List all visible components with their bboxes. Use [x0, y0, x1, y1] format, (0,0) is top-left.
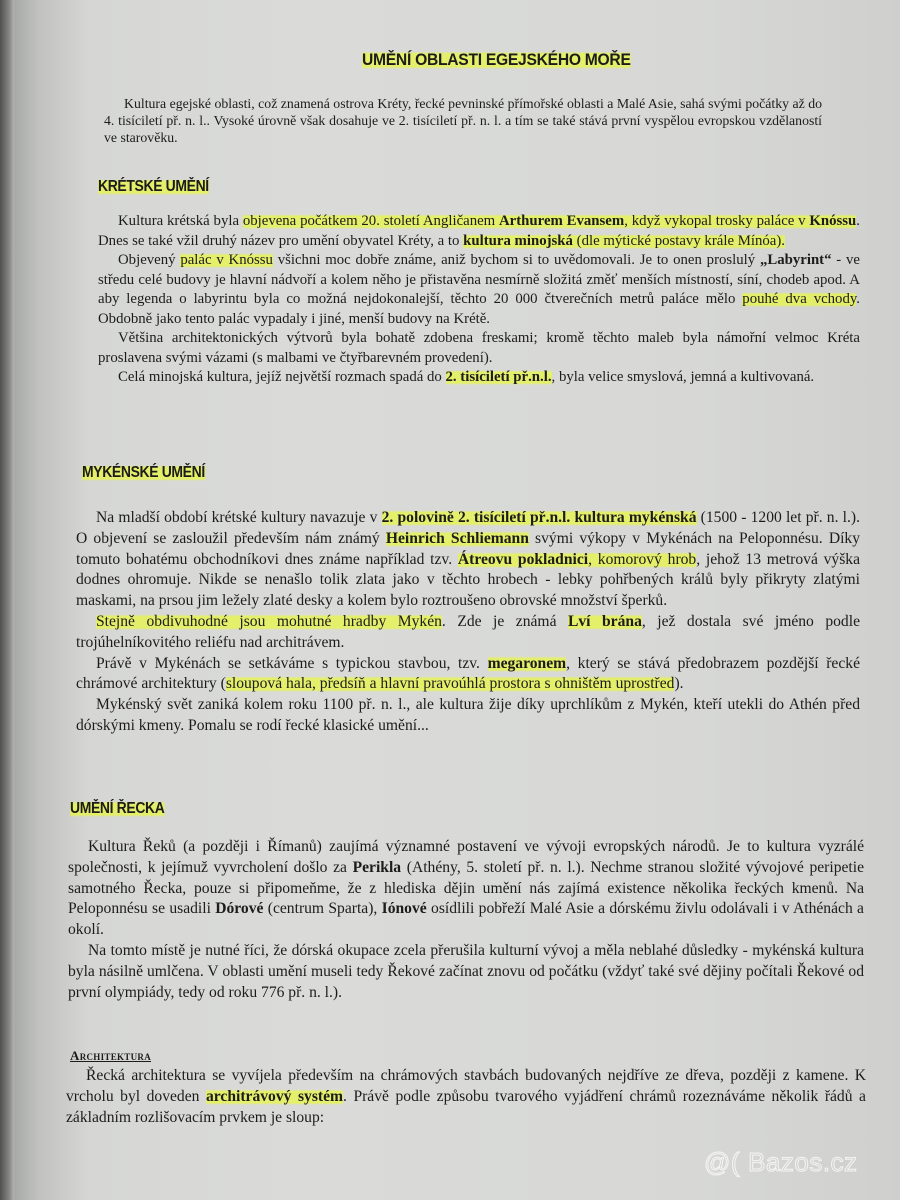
- section-mykenske-body: [76, 508, 860, 737]
- paragraph: Na mladší období krétské kultury navazuje v 2. polovině 2. tisíciletí př.n.l. kultura mykénská (1500 - 1200 let př. n. l.). O objevení se zasloužil především nám známý Heinrich Schliemann svými výkopy v Mykénách na Peloponnésu. Díky tomuto bohatému obchodníkovi dnes známe například tzv. Átreovu pokladnici, komorový hrob, jehož 13 metrová výška dodnes ohromuje. Nikde se nenašlo tolik zlata jako v těchto hrobech - lebky pohřbených králů byly přikryty zlatými maskami, na prsou jim ležely zlaté desky a kolem bylo roztroušeno obrovské množství šperků.: [76, 509, 861, 610]
- section-recka-body: [68, 837, 864, 1003]
- paragraph: Celá minojská kultura, jejíž největší rozmach spadá do 2. tisíciletí př.n.l., byla velice smyslová, jemná a kultivovaná.: [118, 369, 815, 385]
- section-heading-kretske: KRÉTSKÉ UMĚNÍ: [98, 178, 209, 195]
- paragraph: Objevený palác v Knóssu všichni moc dobře známe, aniž bychom si to uvědomovali. Je to onen proslulý „Labyrint“ - ve středu celé budovy je hlavní nádvoří a kolem něho je přistavěna nesmírně složitá změť menších místností, síní, chodeb apod. A aby legenda o labyrintu byla co možná nejdokonalejší, těchto 20 000 čtverečních metrů paláce mělo pouhé dva vchody. Obdobně jako tento palác vypadaly i jiné, menší budovy na Krétě.: [98, 252, 860, 327]
- paragraph: Právě v Mykénách se setkáváme s typickou stavbou, tzv. megaronem, který se stává předobrazem pozdější řecké chrámové architektury (sloupová hala, předsíň a hlavní pravoúhlá prostora s ohništěm uprostřed).: [76, 654, 860, 693]
- intro-paragraph: [104, 95, 822, 146]
- section-kretske-body: [98, 212, 860, 388]
- paragraph: Většina architektonických výtvorů byla bohatě zdobena freskami; kromě těchto maleb byla námořní velmoc Kréta proslavena svými vázami (s malbami ve čtyřbarevném provedení).: [98, 330, 860, 366]
- intro-text: Kultura egejské oblasti, což znamená ostrova Kréty, řecké pevninské přímořské oblasti a Malé Asie, sahá svými počátky až do 4. tisíciletí př. n. l.. Vysoké úrovně však dosahuje ve 2. tisíciletí př. n. l. a tím se také stává první vyspělou evropskou vzdělaností ve starověku.: [104, 96, 822, 145]
- paragraph: Řecká architektura se vyvíjela především na chrámových stavbách budovaných nejdříve ze dřeva, později z kamene. K vrcholu byl doveden architrávový systém. Právě podle způsobu tvarového vyjádření chrámů rozeznáváme několik řádů a základním rozlišovacím prvkem je sloup:: [66, 1067, 866, 1126]
- bazos-logo-icon: @(: [704, 1147, 741, 1177]
- paragraph: Stejně obdivuhodné jsou mohutné hradby Mykén. Zde je známá Lví brána, jež dostala své jméno podle trojúhelníkovitého reliéfu nad architrávem.: [76, 612, 860, 651]
- section-architektura-body: [66, 1066, 866, 1128]
- page-title: UMĚNÍ OBLASTI EGEJSKÉHO MOŘE: [362, 50, 631, 69]
- paragraph: Na tomto místě je nutné říci, že dórská okupace zcela přerušila kulturní vývoj a měla neblahé důsledky - mykénská kultura byla násilně umlčena. V oblasti umění museli tedy Řekové začínat znovu od počátku (vždyť také své dějiny počítali Řekové od první olympiády, tedy od roku 776 př. n. l.).: [68, 941, 864, 1001]
- paragraph: Kultura Řeků (a později i Římanů) zaujímá významné postavení ve vývoji evropských národů. Je to kultura vyzrálé společnosti, k jejímuž vyvrcholení došlo za Perikla (Athény, 5. století př. n. l.). Nechme stranou složité vývojové peripetie samotného Řecka, pouze si připomeňme, že z hlediska dějin umění nás zajímá existence několika řeckých kmenů. Na Peloponnésu se usadili Dórové (centrum Sparta), Iónové osídlili pobřeží Malé Asie a dórskému živlu odolávali i v Athénách a okolí.: [68, 838, 864, 939]
- paragraph: Mykénský svět zaniká kolem roku 1100 př. n. l., ale kultura žije díky uprchlíkům z Mykén, kteří utekli do Athén před dórskými kmeny. Pomalu se rodí řecké klasické umění...: [76, 696, 860, 734]
- bazos-watermark: @( Bazos.cz: [704, 1147, 858, 1177]
- section-heading-mykenske: MYKÉNSKÉ UMĚNÍ: [82, 464, 205, 481]
- section-heading-recka: UMĚNÍ ŘECKA: [70, 800, 165, 817]
- paragraph: Kultura krétská byla objevena počátkem 20. století Angličanem Arthurem Evansem, když vykopal trosky paláce v Knóssu. Dnes se také vžil druhý název pro umění obyvatel Kréty, a to kultura minojská (dle mýtické postavy krále Mínóa).: [98, 213, 860, 249]
- subheading-architektura: Architektura: [70, 1048, 151, 1063]
